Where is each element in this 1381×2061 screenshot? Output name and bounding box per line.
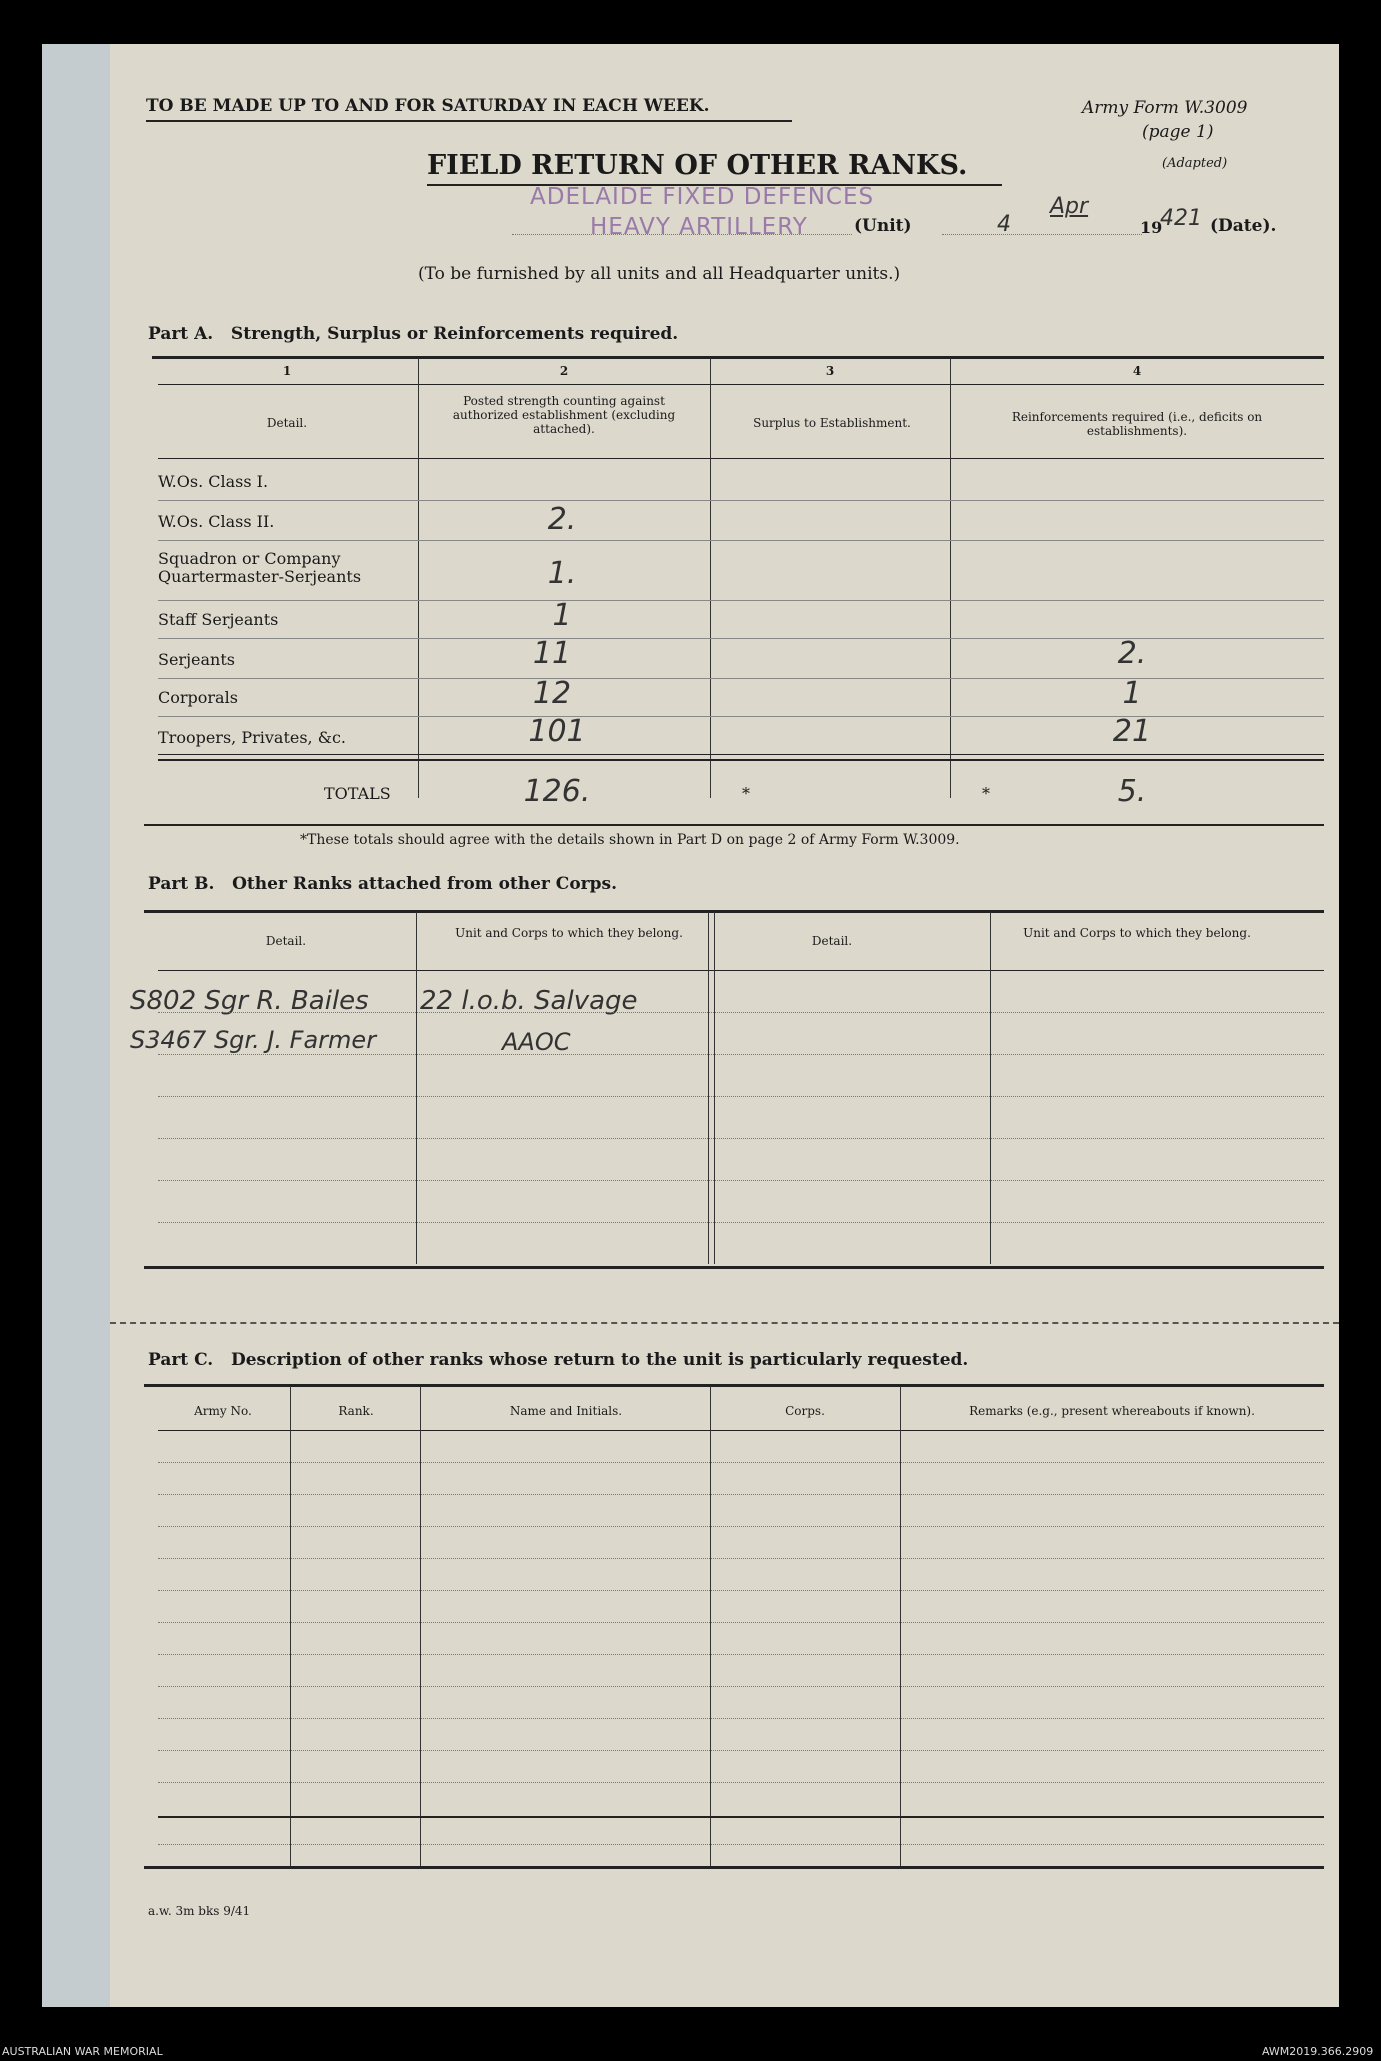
total-reinf-star: * (982, 784, 990, 803)
posted-strength-header: Posted strength counting against authorized establishment (excluding attached). (452, 394, 676, 436)
col-number-4: 4 (1132, 364, 1142, 378)
remarks-header: Remarks (e.g., present whereabouts if known). (969, 1404, 1255, 1418)
part-c-rule (158, 1816, 1324, 1818)
unit-stamp-line2: HEAVY ARTILLERY (590, 214, 808, 240)
part-c-header-rule (158, 1430, 1324, 1431)
attached-detail-2: S3467 Sgr. J. Farmer (130, 1026, 377, 1054)
posted-serjeants: 11 (532, 636, 572, 671)
row-label-serjeants: Serjeants (158, 650, 235, 669)
attached-unit-2: AAOC (502, 1028, 571, 1056)
archive-reference: AWM2019.366.2909 (1262, 2045, 1374, 2058)
part-c-row-line (158, 1462, 1324, 1463)
part-c-vline-1 (290, 1386, 291, 1866)
form-page (42, 44, 1339, 2007)
form-title: FIELD RETURN OF OTHER RANKS. (427, 150, 968, 181)
totals-top-rule-2 (158, 759, 1324, 761)
part-b-unit-header-1: Unit and Corps to which they belong. (455, 926, 683, 940)
form-subtitle: (To be furnished by all units and all Headquarter units.) (418, 264, 901, 284)
part-b-detail-header-1: Detail. (265, 934, 307, 948)
date-month: Apr (1050, 194, 1089, 219)
part-a-bottom-rule (144, 824, 1324, 826)
col-number-2: 2 (559, 364, 569, 378)
number-row-rule (158, 384, 1324, 385)
unit-stamp-line1: ADELAIDE FIXED DEFENCES (530, 184, 875, 210)
date-dotted-line (942, 234, 1142, 235)
part-c-row-line (158, 1526, 1324, 1527)
part-b-header-rule (158, 970, 1324, 971)
part-b-detail-header-2: Detail. (811, 934, 853, 948)
left-binding-strip (42, 44, 110, 2007)
reinforcements-header: Reinforcements required (i.e., deficits on establishments). (1011, 410, 1263, 438)
reinf-serjeants: 2. (1117, 636, 1147, 671)
print-code: a.w. 3m bks 9/41 (148, 1904, 251, 1918)
part-b-row-line (158, 1138, 1324, 1139)
part-c-vline-2 (420, 1386, 421, 1866)
unit-label: (Unit) (854, 216, 912, 236)
attached-unit-1: 22 l.o.b. Salvage (420, 986, 638, 1016)
adapted-note: (Adapted) (1162, 156, 1228, 171)
row-label-cqms: Squadron or Company Quartermaster-Serjeants (158, 549, 362, 586)
part-c-row-line (158, 1494, 1324, 1495)
row-rule (158, 600, 1324, 601)
name-header: Name and Initials. (509, 1404, 623, 1418)
part-a-vline-2 (710, 358, 711, 798)
part-a-top-rule (152, 356, 1324, 359)
part-b-row-line (158, 1180, 1324, 1181)
part-b-vline-1 (416, 912, 417, 1264)
total-reinf: 5. (1117, 774, 1147, 809)
posted-corporals: 12 (532, 676, 572, 711)
posted-staff-serjeants: 1 (552, 598, 572, 633)
reinf-troopers: 21 (1112, 714, 1152, 749)
part-c-row-line (158, 1654, 1324, 1655)
part-c-row-line (158, 1844, 1324, 1845)
totals-top-rule-1 (158, 754, 1324, 755)
part-b-row-line (158, 1096, 1324, 1097)
corps-header: Corps. (785, 1404, 825, 1418)
col-number-3: 3 (825, 364, 835, 378)
form-number: Army Form W.3009 (1082, 98, 1248, 118)
date-label: (Date). (1210, 216, 1277, 236)
row-label-wo1: W.Os. Class I. (158, 472, 269, 491)
part-c-vline-4 (900, 1386, 901, 1866)
row-rule (158, 500, 1324, 501)
posted-wo2: 2. (547, 502, 577, 537)
part-b-vline-4 (990, 912, 991, 1264)
part-c-row-line (158, 1750, 1324, 1751)
part-b-row-line (158, 1222, 1324, 1223)
unit-dotted-line (512, 234, 852, 235)
part-c-row-line (158, 1686, 1324, 1687)
part-c-heading: Part C. Description of other ranks whose return to the unit is particularly requested. (148, 1350, 969, 1370)
part-b-bottom-rule (144, 1266, 1324, 1269)
part-b-row-line (158, 1054, 1324, 1055)
row-label-wo2: W.Os. Class II. (158, 512, 275, 531)
page-number: (page 1) (1142, 122, 1214, 142)
part-c-row-line (158, 1590, 1324, 1591)
row-label-staff-serjeants: Staff Serjeants (158, 610, 279, 629)
row-label-troopers: Troopers, Privates, &c. (158, 728, 347, 747)
part-a-heading: Part A. Strength, Surplus or Reinforcements required. (148, 324, 679, 344)
row-label-corporals: Corporals (158, 688, 238, 707)
part-c-row-line (158, 1718, 1324, 1719)
rank-header: Rank. (338, 1404, 374, 1418)
part-b-row-line (158, 1012, 1324, 1013)
col-number-1: 1 (282, 364, 292, 378)
totals-footnote: *These totals should agree with the details shown in Part D on page 2 of Army Form W.3009. (300, 832, 960, 848)
part-b-unit-header-2: Unit and Corps to which they belong. (1023, 926, 1251, 940)
part-c-row-line (158, 1782, 1324, 1783)
part-b-vline-2 (708, 912, 709, 1264)
part-b-heading: Part B. Other Ranks attached from other Corps. (148, 874, 618, 894)
part-c-row-line (158, 1558, 1324, 1559)
instruction-underline (146, 120, 792, 122)
surplus-header: Surplus to Establishment. (753, 416, 911, 430)
posted-cqms: 1. (547, 556, 577, 591)
instruction-text: TO BE MADE UP TO AND FOR SATURDAY IN EACH WEEK. (146, 96, 710, 116)
attached-detail-1: S802 Sgr R. Bailes (130, 986, 369, 1016)
part-b-vline-3 (714, 912, 715, 1264)
part-c-vline-3 (710, 1386, 711, 1866)
army-no-header: Army No. (194, 1404, 252, 1418)
part-b-top-rule (144, 910, 1324, 913)
archive-credit: AUSTRALIAN WAR MEMORIAL (2, 2045, 163, 2058)
date-day: 4 (997, 212, 1011, 237)
part-c-top-rule (144, 1384, 1324, 1387)
detail-header: Detail. (266, 416, 308, 430)
part-a-vline-1 (418, 358, 419, 798)
part-c-row-line (158, 1622, 1324, 1623)
posted-troopers: 101 (528, 714, 586, 749)
cut-line (110, 1322, 1339, 1324)
part-c-bottom-rule (144, 1866, 1324, 1869)
year-prefix: 19 (1140, 218, 1163, 237)
total-surplus-star: * (742, 784, 750, 803)
row-rule (158, 540, 1324, 541)
reinf-corporals: 1 (1122, 676, 1142, 711)
part-a-vline-3 (950, 358, 951, 798)
header-row-rule (158, 458, 1324, 459)
year-suffix: 421 (1160, 206, 1202, 231)
total-posted: 126. (523, 774, 591, 809)
totals-label: TOTALS (324, 784, 391, 803)
